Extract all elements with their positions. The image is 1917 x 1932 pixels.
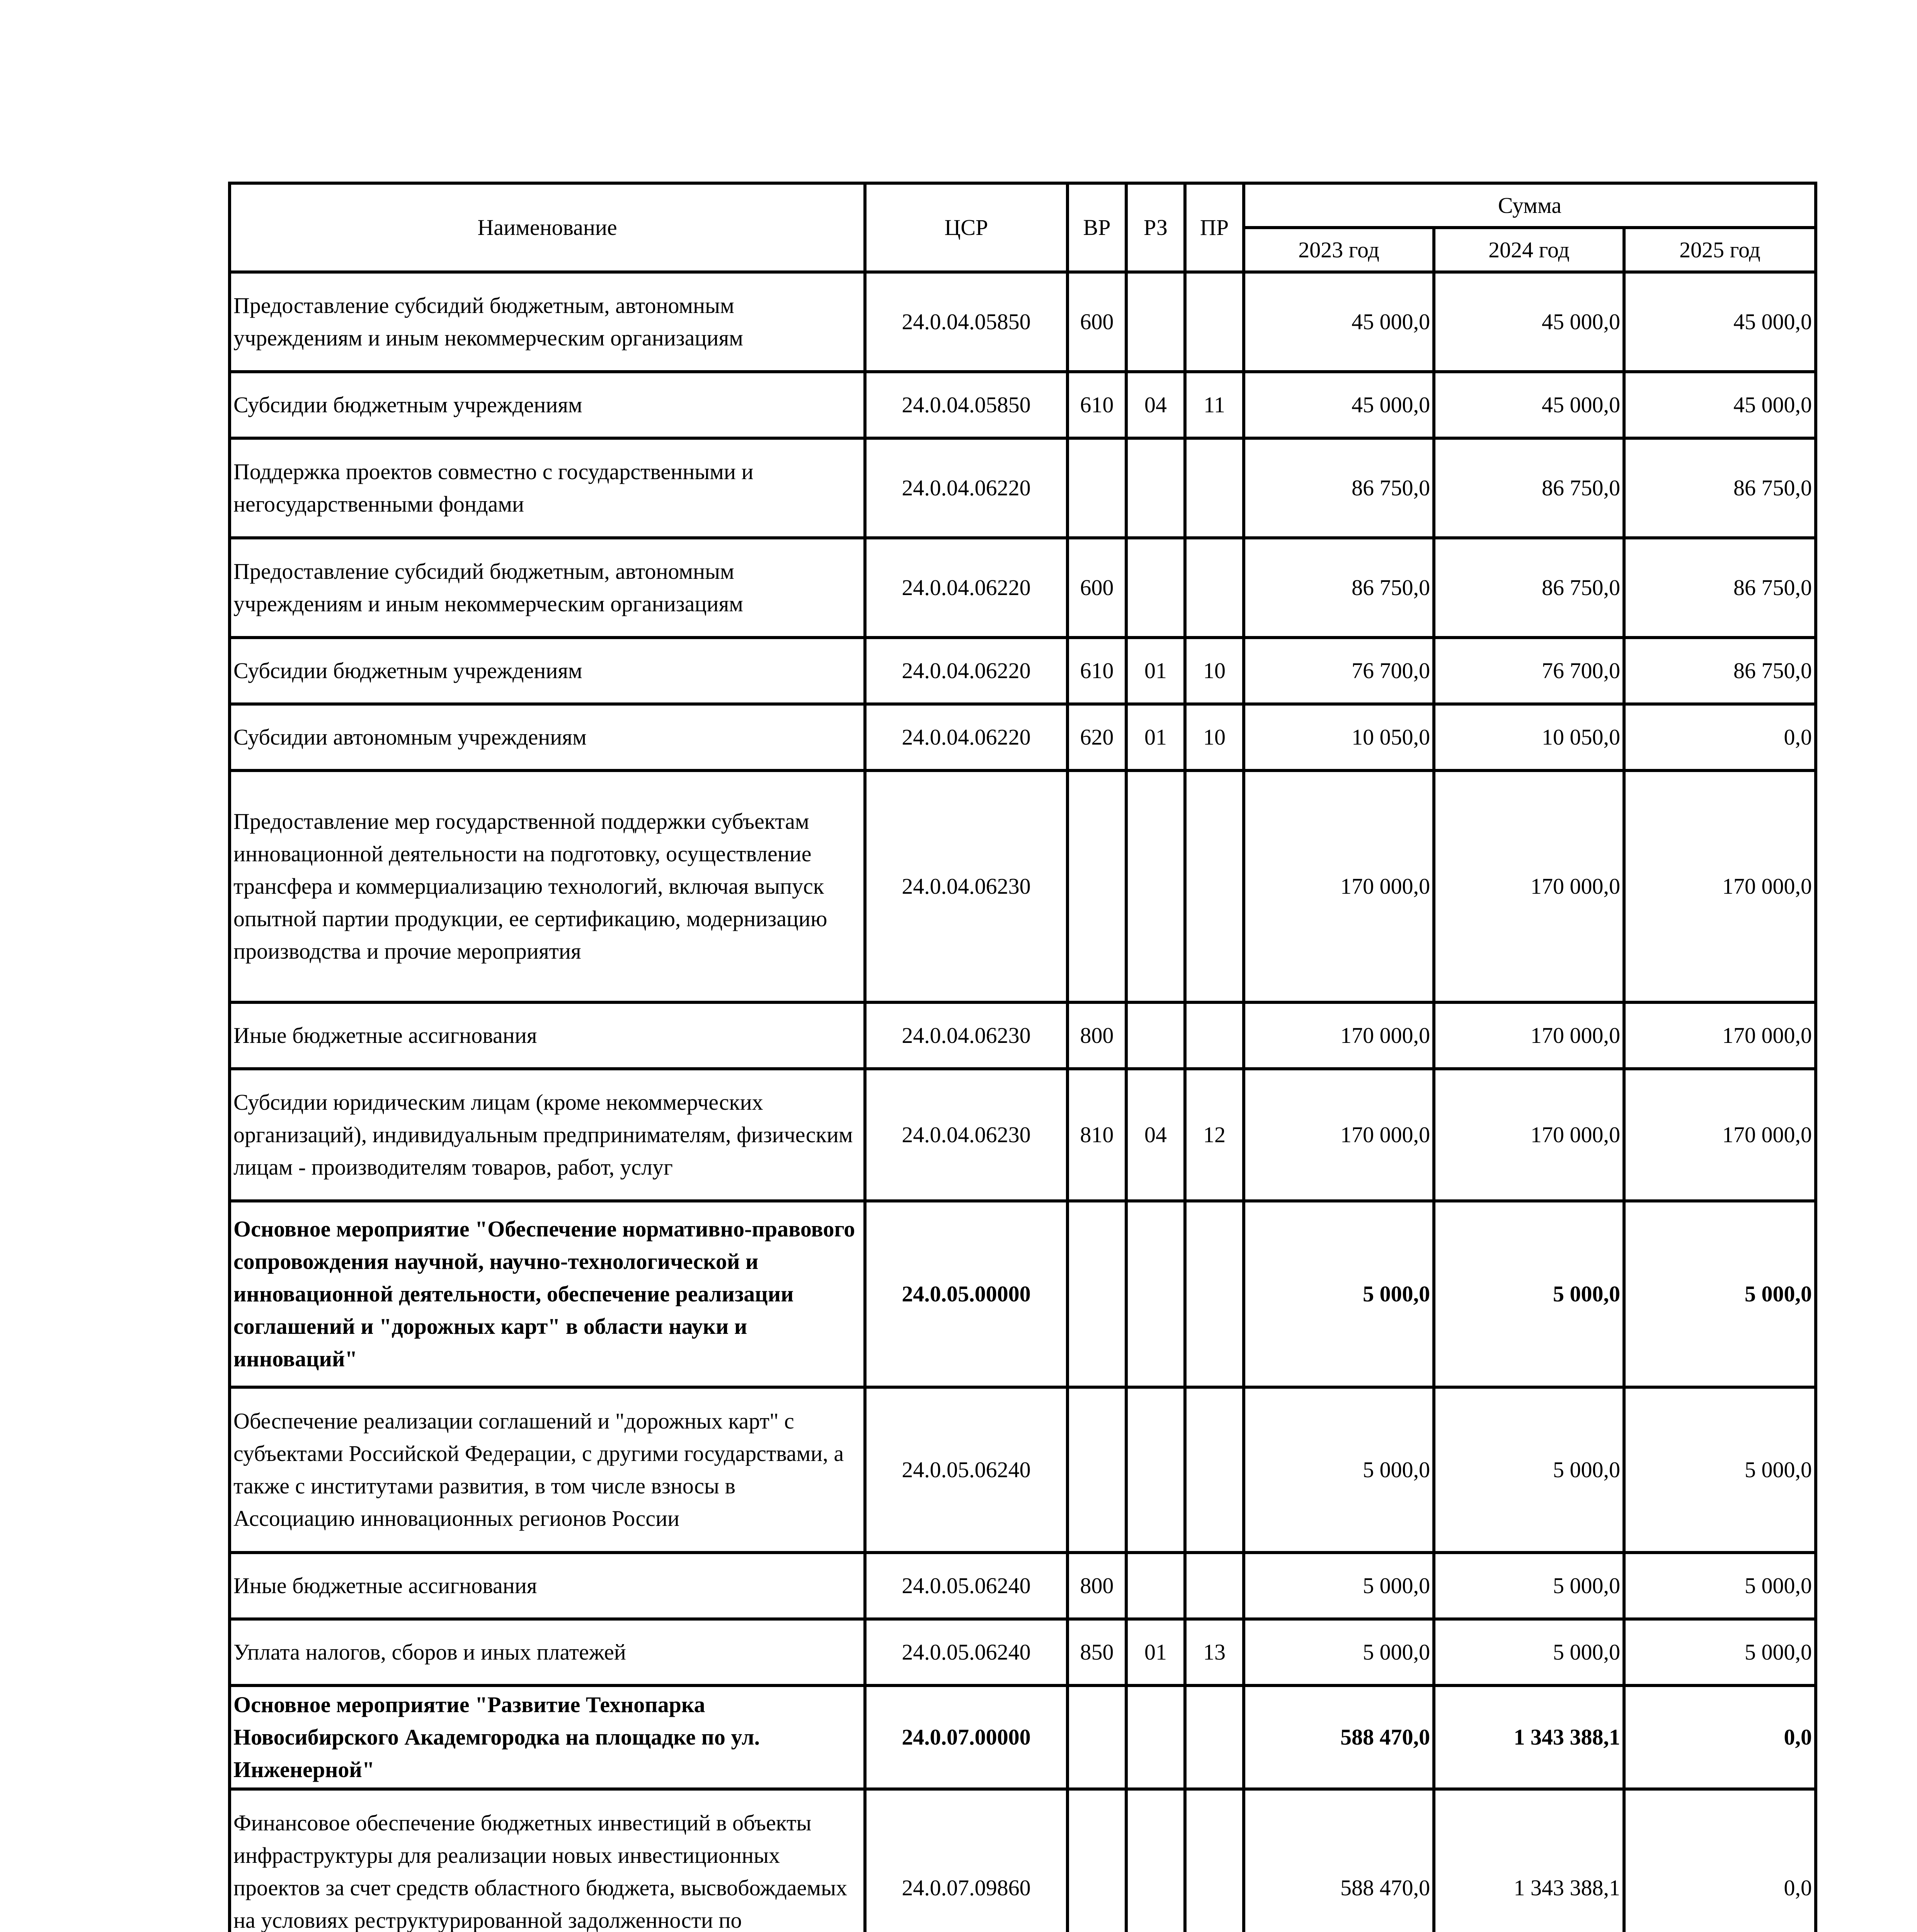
- cell-rz: 04: [1126, 1069, 1185, 1201]
- cell-rz: 01: [1126, 1619, 1185, 1685]
- cell-rz: [1126, 770, 1185, 1002]
- cell-y2023: 10 050,0: [1244, 704, 1434, 770]
- cell-y2025: 45 000,0: [1624, 372, 1816, 438]
- cell-y2025: 45 000,0: [1624, 272, 1816, 372]
- table-row: [230, 1789, 1816, 1932]
- cell-pr: 13: [1185, 1619, 1244, 1685]
- cell-vr: [1067, 1789, 1126, 1932]
- cell-rz: [1126, 1387, 1185, 1553]
- cell-pr: [1185, 770, 1244, 1002]
- cell-y2025: 0,0: [1624, 1685, 1816, 1789]
- cell-y2024: 5 000,0: [1434, 1553, 1624, 1619]
- cell-y2024: 86 750,0: [1434, 438, 1624, 538]
- cell-y2025: 0,0: [1624, 704, 1816, 770]
- table-body: [230, 272, 1816, 1932]
- table-row: [230, 438, 1816, 538]
- header-csr: ЦСР: [865, 183, 1067, 272]
- cell-y2025: 5 000,0: [1624, 1201, 1816, 1387]
- cell-name: Уплата налогов, сборов и иных платежей: [230, 1619, 865, 1685]
- cell-csr: 24.0.04.06220: [865, 638, 1067, 704]
- cell-csr: 24.0.04.06220: [865, 538, 1067, 638]
- cell-vr: [1067, 1201, 1126, 1387]
- cell-y2023: 588 470,0: [1244, 1789, 1434, 1932]
- cell-y2024: 170 000,0: [1434, 1069, 1624, 1201]
- table-row: [230, 1553, 1816, 1619]
- cell-rz: [1126, 438, 1185, 538]
- cell-pr: [1185, 1685, 1244, 1789]
- cell-csr: 24.0.07.09860: [865, 1789, 1067, 1932]
- cell-y2024: 5 000,0: [1434, 1201, 1624, 1387]
- budget-table: [228, 182, 1817, 1932]
- cell-vr: [1067, 1387, 1126, 1553]
- cell-y2025: 5 000,0: [1624, 1553, 1816, 1619]
- cell-vr: [1067, 438, 1126, 538]
- cell-rz: [1126, 272, 1185, 372]
- cell-pr: 11: [1185, 372, 1244, 438]
- cell-name: Поддержка проектов совместно с государственными и негосударственными фондами: [230, 438, 865, 538]
- cell-vr: 610: [1067, 372, 1126, 438]
- cell-name: Субсидии автономным учреждениям: [230, 704, 865, 770]
- cell-y2024: 86 750,0: [1434, 538, 1624, 638]
- cell-csr: 24.0.04.06220: [865, 438, 1067, 538]
- cell-csr: 24.0.04.06230: [865, 770, 1067, 1002]
- cell-y2024: 10 050,0: [1434, 704, 1624, 770]
- cell-name: Обеспечение реализации соглашений и "дорожных карт" с субъектами Российской Федерации, с другими государствами, а также с институтами развития, в том числе взносы в Ассоциацию инновационных регионов России: [230, 1387, 865, 1553]
- cell-y2024: 170 000,0: [1434, 1002, 1624, 1069]
- cell-name: Предоставление субсидий бюджетным, автономным учреждениям и иным некоммерческим организациям: [230, 538, 865, 638]
- cell-csr: 24.0.04.06230: [865, 1002, 1067, 1069]
- table-row: [230, 1201, 1816, 1387]
- cell-pr: [1185, 1789, 1244, 1932]
- cell-name: Иные бюджетные ассигнования: [230, 1002, 865, 1069]
- cell-y2023: 76 700,0: [1244, 638, 1434, 704]
- cell-name: Основное мероприятие "Обеспечение нормативно-правового сопровождения научной, научно-технологической и инновационной деятельности, обеспечение реализации соглашений и "дорожных карт" в области науки и инноваций": [230, 1201, 865, 1387]
- cell-y2023: 5 000,0: [1244, 1553, 1434, 1619]
- table-row: [230, 1619, 1816, 1685]
- cell-vr: 600: [1067, 538, 1126, 638]
- cell-rz: 01: [1126, 704, 1185, 770]
- cell-y2024: 1 343 388,1: [1434, 1685, 1624, 1789]
- cell-pr: [1185, 1201, 1244, 1387]
- header-2024: 2024 год: [1434, 228, 1624, 272]
- cell-csr: 24.0.04.05850: [865, 372, 1067, 438]
- cell-pr: [1185, 1553, 1244, 1619]
- cell-rz: [1126, 1789, 1185, 1932]
- cell-rz: [1126, 538, 1185, 638]
- cell-y2025: 86 750,0: [1624, 638, 1816, 704]
- header-rz: РЗ: [1126, 183, 1185, 272]
- cell-vr: 610: [1067, 638, 1126, 704]
- cell-vr: 810: [1067, 1069, 1126, 1201]
- cell-vr: 850: [1067, 1619, 1126, 1685]
- cell-y2025: 170 000,0: [1624, 1069, 1816, 1201]
- cell-csr: 24.0.05.06240: [865, 1553, 1067, 1619]
- table-header: [230, 183, 1816, 272]
- table-row: [230, 1002, 1816, 1069]
- cell-y2023: 45 000,0: [1244, 272, 1434, 372]
- table-row: [230, 372, 1816, 438]
- cell-pr: [1185, 538, 1244, 638]
- cell-pr: [1185, 272, 1244, 372]
- header-2025: 2025 год: [1624, 228, 1816, 272]
- cell-y2025: 170 000,0: [1624, 1002, 1816, 1069]
- cell-pr: 10: [1185, 704, 1244, 770]
- cell-csr: 24.0.04.06230: [865, 1069, 1067, 1201]
- header-2023: 2023 год: [1244, 228, 1434, 272]
- cell-y2023: 86 750,0: [1244, 538, 1434, 638]
- table-row: [230, 272, 1816, 372]
- cell-name: Основное мероприятие "Развитие Технопарка Новосибирского Академгородка на площадке по ул. Инженерной": [230, 1685, 865, 1789]
- cell-y2024: 5 000,0: [1434, 1619, 1624, 1685]
- cell-y2023: 5 000,0: [1244, 1387, 1434, 1553]
- cell-y2025: 5 000,0: [1624, 1619, 1816, 1685]
- table-row: [230, 770, 1816, 1002]
- cell-y2023: 5 000,0: [1244, 1201, 1434, 1387]
- cell-y2023: 86 750,0: [1244, 438, 1434, 538]
- header-sum: Сумма: [1244, 183, 1816, 228]
- cell-rz: [1126, 1553, 1185, 1619]
- cell-y2025: 86 750,0: [1624, 438, 1816, 538]
- table-row: [230, 638, 1816, 704]
- cell-name: Предоставление субсидий бюджетным, автономным учреждениям и иным некоммерческим организациям: [230, 272, 865, 372]
- cell-y2023: 45 000,0: [1244, 372, 1434, 438]
- cell-vr: [1067, 1685, 1126, 1789]
- cell-y2023: 170 000,0: [1244, 1002, 1434, 1069]
- cell-y2025: 170 000,0: [1624, 770, 1816, 1002]
- cell-rz: [1126, 1685, 1185, 1789]
- cell-y2023: 5 000,0: [1244, 1619, 1434, 1685]
- cell-y2024: 45 000,0: [1434, 372, 1624, 438]
- table-row: [230, 1387, 1816, 1553]
- cell-y2023: 170 000,0: [1244, 770, 1434, 1002]
- cell-name: Субсидии бюджетным учреждениям: [230, 638, 865, 704]
- cell-rz: 01: [1126, 638, 1185, 704]
- table-row: [230, 1069, 1816, 1201]
- cell-vr: 800: [1067, 1553, 1126, 1619]
- cell-rz: [1126, 1201, 1185, 1387]
- cell-name: Финансовое обеспечение бюджетных инвестиций в объекты инфраструктуры для реализации новых инвестиционных проектов за счет средств областного бюджета, высвобождаемых на условиях реструктурированной задолженности по: [230, 1789, 865, 1932]
- cell-rz: 04: [1126, 372, 1185, 438]
- header-name: Наименование: [230, 183, 865, 272]
- cell-y2025: 5 000,0: [1624, 1387, 1816, 1553]
- header-pr: ПР: [1185, 183, 1244, 272]
- table-row: [230, 538, 1816, 638]
- cell-pr: [1185, 1002, 1244, 1069]
- cell-csr: 24.0.05.06240: [865, 1619, 1067, 1685]
- table-row: [230, 704, 1816, 770]
- cell-y2023: 170 000,0: [1244, 1069, 1434, 1201]
- cell-vr: 800: [1067, 1002, 1126, 1069]
- cell-name: Субсидии бюджетным учреждениям: [230, 372, 865, 438]
- cell-pr: [1185, 438, 1244, 538]
- cell-pr: [1185, 1387, 1244, 1553]
- cell-csr: 24.0.04.05850: [865, 272, 1067, 372]
- cell-vr: 620: [1067, 704, 1126, 770]
- cell-pr: 10: [1185, 638, 1244, 704]
- cell-y2025: 86 750,0: [1624, 538, 1816, 638]
- cell-csr: 24.0.05.00000: [865, 1201, 1067, 1387]
- cell-y2024: 170 000,0: [1434, 770, 1624, 1002]
- cell-csr: 24.0.05.06240: [865, 1387, 1067, 1553]
- cell-name: Иные бюджетные ассигнования: [230, 1553, 865, 1619]
- cell-rz: [1126, 1002, 1185, 1069]
- cell-csr: 24.0.07.00000: [865, 1685, 1067, 1789]
- cell-vr: 600: [1067, 272, 1126, 372]
- cell-y2024: 1 343 388,1: [1434, 1789, 1624, 1932]
- table-row: [230, 1685, 1816, 1789]
- header-vr: ВР: [1067, 183, 1126, 272]
- cell-y2023: 588 470,0: [1244, 1685, 1434, 1789]
- cell-name: Субсидии юридическим лицам (кроме некоммерческих организаций), индивидуальным предпринимателям, физическим лицам - производителям товаров, работ, услуг: [230, 1069, 865, 1201]
- cell-y2024: 5 000,0: [1434, 1387, 1624, 1553]
- cell-name: Предоставление мер государственной поддержки субъектам инновационной деятельности на подготовку, осуществление трансфера и коммерциализацию технологий, включая выпуск опытной партии продукции, ее сертификацию, модернизацию производства и прочие мероприятия: [230, 770, 865, 1002]
- cell-csr: 24.0.04.06220: [865, 704, 1067, 770]
- cell-y2024: 76 700,0: [1434, 638, 1624, 704]
- cell-y2024: 45 000,0: [1434, 272, 1624, 372]
- cell-pr: 12: [1185, 1069, 1244, 1201]
- cell-vr: [1067, 770, 1126, 1002]
- cell-y2025: 0,0: [1624, 1789, 1816, 1932]
